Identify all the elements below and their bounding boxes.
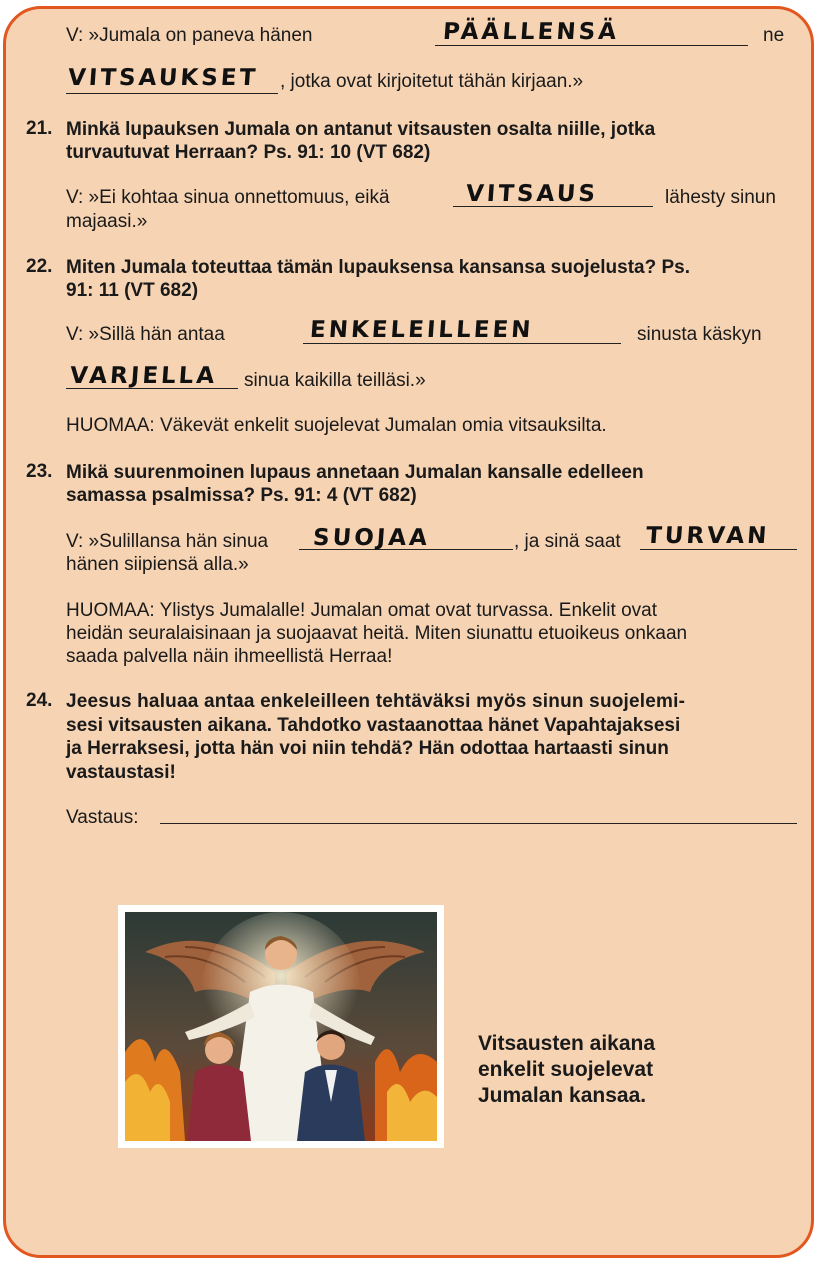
intro-answer-line1: [66, 24, 431, 48]
q21-handwritten-answer: VITSAUS: [465, 181, 599, 207]
intro-handwritten-answer-1: PÄÄLLENSÄ: [442, 19, 620, 45]
q22-handwritten-answer-2: VARJELLA: [69, 363, 219, 389]
q22-blank-1[interactable]: [303, 343, 621, 344]
q21-text-line1: [66, 118, 796, 142]
intro-answer-suffix: , jotka ovat kirjoitetut tähän kirjaan.»: [280, 71, 584, 92]
q23-text-line2: samassa psalmissa? Ps. 91: 4 (VT 682): [66, 485, 417, 506]
q23-answer-prefix: V: »Sulillansa hän sinua: [66, 531, 269, 552]
q23-note-line2: [66, 622, 797, 646]
intro-answer-prefix: V: »Jumala on paneva hänen: [66, 25, 313, 46]
intro-answer-mid: ne: [763, 25, 785, 46]
q24-text-line4: vastaustasi!: [66, 762, 176, 783]
q23-note-line3: saada palvella näin ihmeellistä Herraa!: [66, 646, 393, 667]
q22-answer-line2: sinua kaikilla teilläsi.»: [244, 370, 426, 391]
intro-handwritten-answer-2: VITSAUKSET: [67, 65, 260, 91]
q23-line1-text: Mikä suurenmoinen lupaus annetaan Jumalan kansalle edelleen: [66, 462, 644, 483]
q23-handwritten-answer-2: TURVAN: [645, 523, 771, 549]
q24-text-line3: ja Herraksesi, jotta hän voi niin tehdä? Hän odottaa hartaasti sinun: [66, 738, 669, 759]
illustration-caption-line3: Jumalan kansaa.: [478, 1084, 647, 1107]
q21-answer-prefix: V: »Ei kohtaa sinua onnettomuus, eikä: [66, 187, 390, 208]
q22-note: HUOMAA: Väkevät enkelit suojelevat Jumalan omia vitsauksilta.: [66, 415, 607, 436]
q22-answer-prefix: V: »Sillä hän antaa: [66, 324, 225, 345]
q24-text-line1: Jeesus haluaa antaa enkeleilleen tehtäväksi myös sinun suojelemi-: [66, 691, 686, 712]
illustration-caption-line2: enkelit suojelevat: [478, 1058, 654, 1081]
q22-answer-suffix-line: [637, 323, 797, 347]
q21-number: 21.: [26, 118, 53, 139]
q21-answer-suffix: lähesty sinun: [665, 187, 776, 208]
q22-number: 22.: [26, 256, 53, 277]
q22-line1-text: Miten Jumala toteuttaa tämän lupauksensa kansansa suojelusta? Ps.: [66, 257, 691, 278]
q23-handwritten-answer-1: SUOJAA: [312, 525, 431, 551]
angel-painting-image: [125, 912, 437, 1141]
intro-blank-2[interactable]: [66, 93, 278, 94]
q23-note-line1: [66, 599, 797, 623]
q21-line1-text: Minkä lupauksen Jumala on antanut vitsausten osalta niille, jotka: [66, 119, 656, 140]
q24-text-line2: sesi vitsausten aikana. Tahdotko vastaanottaa hänet Vapahtajaksesi: [66, 715, 681, 736]
q22-handwritten-answer-1: ENKELEILLEEN: [309, 317, 535, 343]
q23-answer-line2: hänen siipiensä alla.»: [66, 554, 249, 575]
q22-answer-suffix: sinusta käskyn: [637, 324, 762, 345]
q24-number: 24.: [26, 690, 53, 711]
q22-answer-prefix-line: [66, 323, 288, 347]
q24-answer-blank[interactable]: [160, 823, 797, 824]
q23-note-line2-text: heidän seuralaisinaan ja suojaavat heitä. Miten siunattu etuoikeus onkaan: [66, 623, 688, 644]
q21-answer-line2: majaasi.»: [66, 211, 148, 232]
q24-answer-label: Vastaus:: [66, 807, 139, 828]
q21-text-line2: turvautuvat Herraan? Ps. 91: 10 (VT 682): [66, 142, 431, 163]
intro-blank-1[interactable]: [435, 45, 748, 46]
q22-text-line2: 91: 11 (VT 682): [66, 280, 199, 301]
q23-note-line1-text: HUOMAA: Ylistys Jumalalle! Jumalan omat ovat turvassa. Enkelit ovat: [66, 600, 657, 621]
q23-blank-2[interactable]: [640, 549, 797, 550]
q23-text-line1: [66, 461, 796, 485]
illustration-caption-line1: Vitsausten aikana: [478, 1032, 656, 1055]
q23-answer-mid: , ja sinä saat: [514, 531, 621, 552]
q23-number: 23.: [26, 461, 53, 482]
q22-text-line1: [66, 256, 796, 280]
angel-illustration: [118, 905, 444, 1148]
